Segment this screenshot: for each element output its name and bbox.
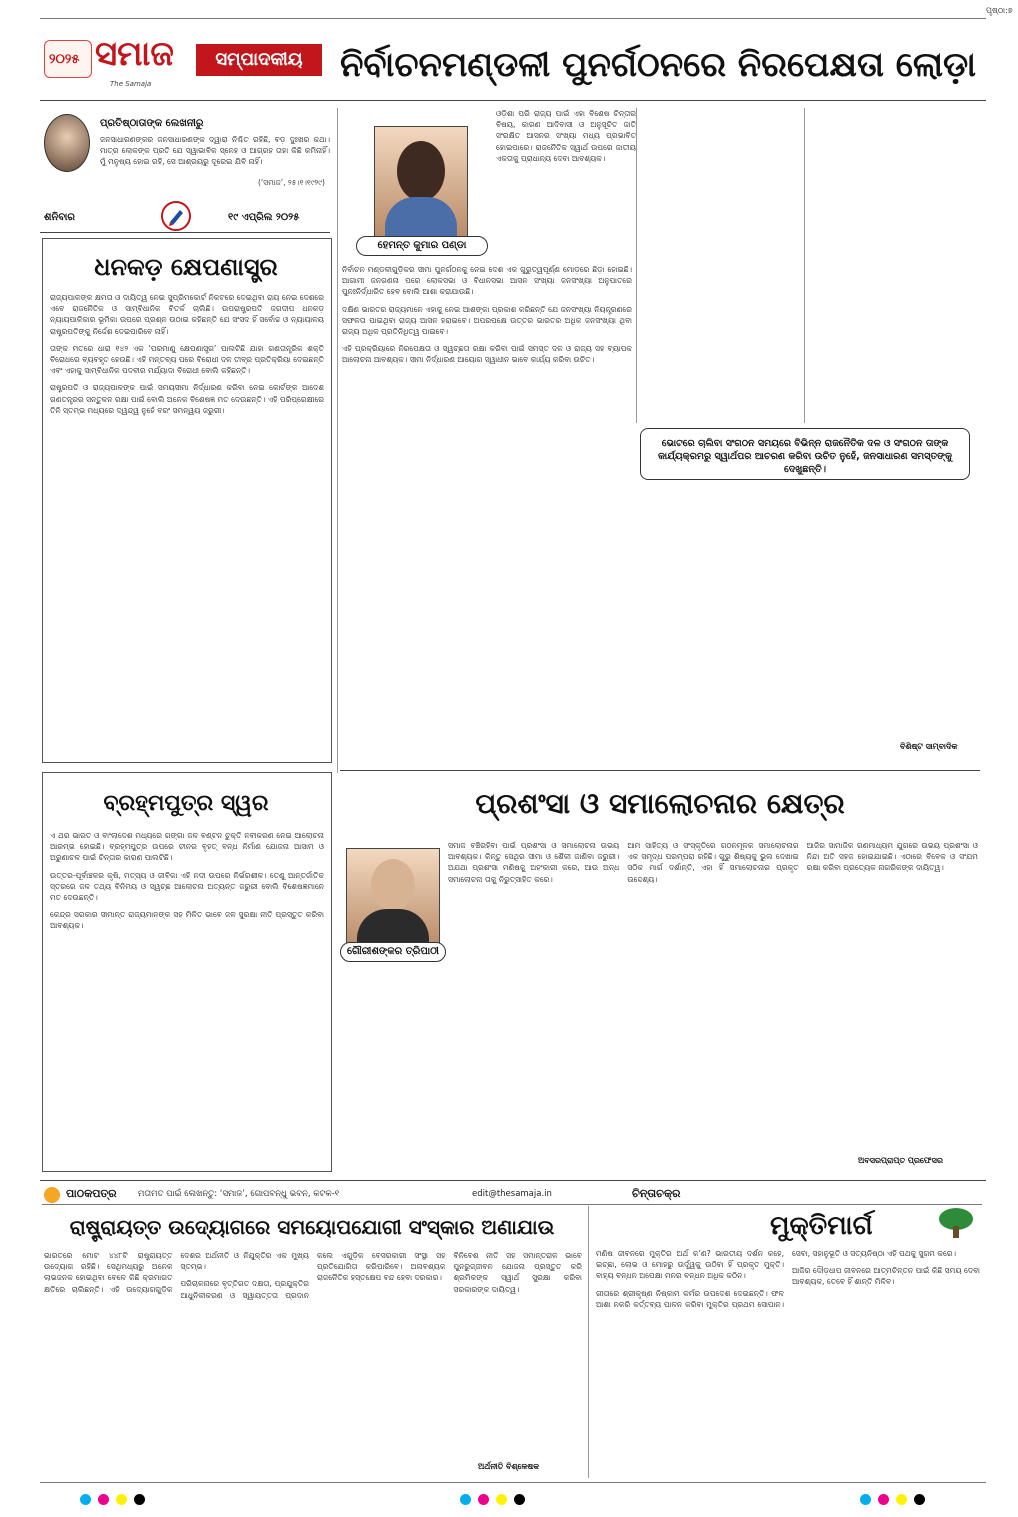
bottom-rule [40, 1482, 986, 1483]
registration-dot [514, 1494, 525, 1505]
story4-headline: ମୁକ୍ତିମାର୍ଗ [770, 1211, 873, 1241]
column-rule [588, 1206, 589, 1478]
logo-year: ୨୦୨୫ [49, 52, 80, 67]
author1-name: ହେମନ୍ତ କୁମାର ପଣ୍ଡା [356, 236, 488, 256]
footer-top-rule [40, 1180, 986, 1181]
author1-paragraph: ନିର୍ବାଚନ ମଣ୍ଡଳୀଗୁଡ଼ିକର ସୀମା ପୁନର୍ଗଠନକୁ ନେଇ ଦେଶ ଏକ ଗୁରୁତ୍ୱପୂର୍ଣ୍ଣ ମୋଡ଼ରେ ଛିଡ଼ା ହୋଇଛି। ଆଗାମୀ ଜନଗଣନା ପରେ ଲୋକସଭା ଓ ବିଧାନସଭା ଆସନ ସଂଖ୍ୟା ଜନସଂଖ୍ୟା ଅନୁପାତରେ ପୁନଃନିର୍ଦ୍ଧାରିତ ହେବ ବୋଲି ଆଶା କରାଯାଉଛି। [342, 265, 632, 297]
author2-signoff: ଅବସରପ୍ରାପ୍ତ ପ୍ରଫେସର [858, 1156, 943, 1165]
registration-dot [914, 1494, 925, 1505]
quote-text: ଜନସାଧାରଣଙ୍କର ଜନସାଧାରଣଙ୍କ ଦ୍ୱାରା ନିଶ୍ଚିତ ରହିଛି, ବଡ଼ ଦୁଃଖର କଥା। ମାତ୍ର ଲୋକଙ୍କ ପ୍ରତି ଯେ ସ୍ୱାଭାବିକ ସ୍ନେହ ଓ ଆଗ୍ରହ ତାହା କିଛି କମିନାହିଁ। ମୁଁ ମନୁଷ୍ୟ ହୋଇ ରହି, ସେ ଆଶ୍ରୟରୁ ଦୂରେଇ ଯିବି ନାହିଁ। [100, 135, 330, 167]
masthead-rule [40, 100, 986, 101]
story3-body [44, 1250, 582, 1470]
founder-portrait [44, 114, 88, 170]
story3-paragraph: ବିନିବେଶ ନୀତି ସହ ସମାନ୍ତରାଳ ଭାବେ ପୁନରୁଜ୍ଜୀବନ ଯୋଜନା ପ୍ରସ୍ତୁତ କରି ଶ୍ରମିକଙ୍କ ସ୍ୱାର୍ଥ ସୁରକ୍ଷା କରିବା ସରକାରଙ୍କ ଦାୟିତ୍ୱ। [453, 1251, 582, 1294]
author1-signoff: ବିଶିଷ୍ଟ ସାମ୍ବାଦିକ [900, 742, 958, 751]
letters-icon [44, 1187, 60, 1203]
registration-dot [98, 1494, 109, 1505]
author2-paragraph: ଆମ ସାହିତ୍ୟ ଓ ସଂସ୍କୃତିରେ ଗଠନମୂଳକ ସମାଲୋଚନାର ଏକ ସମୃଦ୍ଧ ପରମ୍ପରା ରହିଛି। ଗୁରୁ ଶିଷ୍ୟକୁ ଭୁଲ ଦେଖାଇ ସଠିକ ମାର୍ଗ ଦର୍ଶାନ୍ତି, ଏହା ହିଁ ସମାଲୋଚନାର ପ୍ରକୃତ ଉଦ୍ଦେଶ୍ୟ। [627, 841, 799, 884]
section-tag: ସମ୍ପାଦକୀୟ [196, 44, 322, 76]
registration-dot [80, 1494, 91, 1505]
brand-name: ସମାଜ [95, 34, 174, 74]
brand-sub: The Samaja [110, 80, 152, 88]
column2-paragraph: ଏ ଥର ଭାରତ ଓ ବାଂଲାଦେଶ ମଧ୍ୟରେ ଗଙ୍ଗା ଜଳ ବଣ୍ଟନ ଚୁକ୍ତି ନବୀକରଣ ନେଇ ଆଲୋଚନା ଆରମ୍ଭ ହୋଇଛି। ବ୍ରହ୍ମପୁତ୍ର ଉପରେ ଚୀନର ବୃହତ୍ ବନ୍ଧ ନିର୍ମାଣ ଯୋଜନା ଆସାମ ଓ ଅରୁଣାଚଳ ପାଇଁ ଚିନ୍ତାର କାରଣ ପାଲଟିଛି। [50, 831, 324, 863]
column2-body [50, 830, 324, 1164]
registration-dot [478, 1494, 489, 1505]
author2-name: ଗୌରୀଶଙ୍କର ତ୍ରିପାଠୀ [340, 942, 446, 962]
registration-dot [878, 1494, 889, 1505]
editorial-title: ଧନକଡ଼ କ୍ଷେପଣାସ୍ତ୍ର [94, 252, 278, 281]
author1-body-col2 [496, 108, 636, 428]
footer-text: ମତାମତ ପାଇଁ ଲେଖନ୍ତୁ: ‘ସମାଜ’, ଗୋପବନ୍ଧୁ ଭବନ, କଟକ-୧ [138, 1189, 340, 1199]
author1-paragraph: ଓଡ଼ିଶା ପରି ରାଜ୍ୟ ପାଇଁ ଏହା ବିଶେଷ ଚିନ୍ତାର ବିଷୟ, କାରଣ ଆଦିବାସୀ ଓ ଅନୁସୂଚିତ ଜାତି ସଂରକ୍ଷିତ ଆସନର ସଂଖ୍ୟା ମଧ୍ୟ ପ୍ରଭାବିତ ହୋଇପାରେ। ରାଜନୈତିକ ସ୍ୱାର୍ଥ ଉପରେ ଜାତୀୟ ଏକତାକୁ ପ୍ରାଧାନ୍ୟ ଦେବା ଆବଶ୍ୟକ। [496, 109, 636, 163]
story4-paragraph: ମଣିଷ ଜୀବନରେ ମୁକ୍ତିର ଅର୍ଥ କ’ଣ? ଭାରତୀୟ ଦର୍ଶନ କହେ, ଇଚ୍ଛା, ଲୋଭ ଓ ମୋହରୁ ଉର୍ଦ୍ଧ୍ୱକୁ ଉଠିବା ହିଁ ପ୍ରକୃତ ମୁକ୍ତି। ବାହ୍ୟ ବନ୍ଧନ ଅପେକ୍ଷା ମନର ବନ୍ଧନ ଅଧିକ କଠିନ। [596, 1249, 784, 1281]
footer-label: ପାଠକପତ୍ର [66, 1187, 117, 1200]
column-rule [804, 108, 805, 423]
editorial-paragraph: ରାଷ୍ଟ୍ରପତି ଓ ରାଜ୍ୟପାଳଙ୍କ ପାଇଁ ସମୟସୀମା ନିର୍ଦ୍ଧାରଣ କରିବା ନେଇ କୋର୍ଟଙ୍କ ଆଦେଶ ଗଣତନ୍ତ୍ରର ସନ୍ତୁଳନ ରକ୍ଷା ପାଇଁ ବୋଲି ଅନେକ ବିଶେଷଜ୍ଞ ମତ ଦେଉଛନ୍ତି। ଏହି ପରିପ୍ରେକ୍ଷୀରେ ତିନି ସ୍ତମ୍ଭ ମଧ୍ୟରେ ଦ୍ୱନ୍ଦ୍ୱ ନୁହେଁ ବରଂ ସମନ୍ୱୟ ଜରୁରୀ। [50, 383, 324, 415]
column2-paragraph: କେନ୍ଦ୍ର ସରକାର ସୀମାନ୍ତ ରାଜ୍ୟମାନଙ୍କ ସହ ମିଳିତ ଭାବେ ଜଳ ସୁରକ୍ଷା ନୀତି ପ୍ରସ୍ତୁତ କରିବା ଆବଶ୍ୟକ। [50, 910, 324, 931]
author2-paragraph: ସମାଜ ବଞ୍ଚିରହିବା ପାଇଁ ପ୍ରଶଂସା ଓ ସମାଲୋଚନା ଉଭୟ ଆବଶ୍ୟକ। କିନ୍ତୁ ସେଥିର ସୀମା ଓ ଶୈଳୀ ଜାଣିବା ଜରୁରୀ। ଅଯଥା ପ୍ରଶଂସା ମଣିଷକୁ ଅହଂକାରୀ କରେ, ଆଉ ଅନ୍ଧ ସମାଲୋଚନା ତାକୁ ନିରୁତ୍ସାହିତ କରେ। [448, 841, 620, 884]
pull-quote: ଭୋଟରେ ଚାଲିବା ସଂଗଠନ ସମୟରେ ବିଭିନ୍ନ ରାଜନୈତିକ ଦଳ ଓ ସଂଗଠନ ତାଙ୍କ କାର୍ଯ୍ୟକ୍ରମରୁ ସ୍ୱାର୍ଥପର ଆଚରଣ କରିବା ଉଚିତ ନୁହେଁ, ଜନସାଧାରଣ ସମସ୍ତଙ୍କୁ ଦେଖୁଛନ୍ତି। [640, 428, 970, 480]
column2-paragraph: ଉତ୍ତର-ପୂର୍ବାଞ୍ଚଳର କୃଷି, ମତ୍ସ୍ୟ ଓ ଜୀବିକା ଏହି ନଦୀ ଉପରେ ନିର୍ଭରଶୀଳ। ତେଣୁ ଆନ୍ତର୍ଜାତିକ ସ୍ତରରେ ଜଳ ତଥ୍ୟ ବିନିମୟ ଓ ସ୍ୱଚ୍ଛ ଆଲୋଚନା ଅତ୍ୟନ୍ତ ଜରୁରୀ ବୋଲି ବିଶେଷଜ୍ଞମାନେ ମତ ଦେଉଛନ୍ତି। [50, 870, 324, 903]
column-rule [337, 108, 338, 773]
author1-photo [374, 126, 468, 238]
footer-email[interactable]: edit@thesamaja.in [472, 1189, 552, 1199]
quote-heading: ପ୍ରତିଷ୍ଠାତାଙ୍କ ଲେଖନୀରୁ [100, 118, 204, 129]
tree-icon [936, 1206, 976, 1240]
pen-icon [160, 200, 192, 232]
registration-dot [134, 1494, 145, 1505]
editorial-paragraph: ରାଜ୍ୟପାଳଙ୍କ କ୍ଷମତା ଓ ଦାୟିତ୍ୱ ନେଇ ସୁପ୍ରିମକୋର୍ଟ ନିକଟରେ ଦେଇଥିବା ରାୟ ନେଇ ଦେଶରେ ଏବେ ରାଜନୈତିକ ଓ ସାମ୍ବିଧାନିକ ବିତର୍କ ଚାଲିଛି। ଉପରାଷ୍ଟ୍ରପତି ଜଗଦୀପ ଧନକଡ଼ ନ୍ୟାୟପାଳିକାର ଭୂମିକା ଉପରେ ପ୍ରଶ୍ନ ଉଠାଇ କହିଛନ୍ତି ଯେ ସଂସଦ ହିଁ ସର୍ବୋଚ୍ଚ ଓ ନ୍ୟାୟାଳୟ ରାଷ୍ଟ୍ରପତିଙ୍କୁ ନିର୍ଦ୍ଦେଶ ଦେଇପାରିବେ ନାହିଁ। [50, 293, 324, 336]
author1-paragraph: ଦକ୍ଷିଣ ଭାରତର ରାଜ୍ୟମାନେ ଏହାକୁ ନେଇ ଆଶଙ୍କା ପ୍ରକାଶ କରିଛନ୍ତି ଯେ ଜନସଂଖ୍ୟା ନିୟନ୍ତ୍ରଣରେ ସଫଳତା ପାଇଥିବା ରାଜ୍ୟ ଆସନ ହରାଇବେ। ଅପରପକ୍ଷେ ଉତ୍ତର ଭାରତର ଅଧିକ ଜନସଂଖ୍ୟା ଥିବା ରାଜ୍ୟ ଅଧିକ ପ୍ରତିନିଧିତ୍ୱ ପାଇବେ। [342, 304, 632, 337]
registration-dot [896, 1494, 907, 1505]
author1-paragraph: ଏହି ପ୍ରକ୍ରିୟାରେ ନିରପେକ୍ଷତା ଓ ସ୍ୱଚ୍ଛତା ରକ୍ଷା କରିବା ପାଇଁ ସମସ୍ତ ଦଳ ଓ ରାଜ୍ୟ ସହ ବ୍ୟାପକ ଆଲୋଚନା ଆବଶ୍ୟକ। ସୀମା ନିର୍ଦ୍ଧାରଣ ଆୟୋଗ ସ୍ୱାଧୀନ ଭାବେ କାର୍ଯ୍ୟ କରିବା ଉଚିତ। [342, 344, 632, 365]
main-headline: ନିର୍ବାଚନମଣ୍ଡଳୀ ପୁନର୍ଗଠନରେ ନିରପେକ୍ଷତା ଲୋଡ଼ା [340, 45, 976, 85]
story3-signoff: ଅର୍ଥନୀତି ବିଶ୍ଳେଷକ [478, 1462, 540, 1471]
story4-body [596, 1248, 980, 1470]
story3-paragraph: ଭାରତରେ ମୋଟ ୪୪୮ଟି ରାଷ୍ଟ୍ରାୟତ୍ତ ଉଦ୍ୟୋଗ ରହିଛି। ସେଥିମଧ୍ୟରୁ ଅନେକ ଲାଭଜନକ ହୋଇଥିବା ବେଳେ କିଛି କ୍ରମାଗତ କ୍ଷତିରେ ଚାଲିଛନ୍ତି। ଏହି ଉଦ୍ୟୋଗଗୁଡ଼ିକ ଦେଶର ଅର୍ଥନୀତି ଓ ନିଯୁକ୍ତିର ଏକ ମୁଖ୍ୟ ସ୍ତମ୍ଭ। [44, 1251, 309, 1294]
story4-paragraph: ଗୀତାରେ ଶ୍ରୀକୃଷ୍ଣ ନିଷ୍କାମ କର୍ମର ଉପଦେଶ ଦେଇଛନ୍ତି। ଫଳ ଆଶା ନକରି କର୍ତ୍ତବ୍ୟ ପାଳନ କରିବା ମୁକ୍ତିର ପ୍ରଥମ ସୋପାନ। ସେବା, ସହାନୁଭୂତି ଓ ସତ୍ୟନିଷ୍ଠା ଏହି ପଥକୁ ସୁଗମ କରେ। [596, 1249, 956, 1309]
date-rule [40, 232, 330, 233]
story3-paragraph: ପରିଚାଳନାରେ ବୃତ୍ତିଗତ ଦକ୍ଷତା, ପ୍ରଯୁକ୍ତିର ଆଧୁନିକୀକରଣ ଓ ସ୍ୱାୟତ୍ତତା ପ୍ରଦାନ କଲେ ଏଗୁଡ଼ିକ ବେସରକାରୀ ସଂସ୍ଥା ସହ ପ୍ରତିଯୋଗିତା କରିପାରିବେ। ଅନାବଶ୍ୟକ ରାଜନୈତିକ ହସ୍ତକ୍ଷେପ ବନ୍ଦ ହେବା ଦରକାର। [180, 1251, 446, 1300]
issue-date: ୧୯ ଏପ୍ରିଲ ୨୦୨୫ [228, 212, 300, 223]
column-rule [636, 108, 637, 423]
registration-dot [496, 1494, 507, 1505]
top-rule [40, 18, 986, 19]
author2-paragraph: ଆଜିର ସାମାଜିକ ଗଣମାଧ୍ୟମ ଯୁଗରେ ଉଭୟ ପ୍ରଶଂସା ଓ ନିନ୍ଦା ଅତି ସହଜ ହୋଇଯାଇଛି। ଏଠାରେ ବିବେକ ଓ ସଂଯମ ରକ୍ଷା କରିବା ପ୍ରତ୍ୟେକ ନାଗରିକଙ୍କ ଦାୟିତ୍ୱ। [806, 841, 978, 873]
footer-bar [42, 1186, 982, 1205]
registration-dot [460, 1494, 471, 1505]
page-number: ପୃଷ୍ଠା:୭ [986, 6, 1013, 15]
author2-photo [346, 848, 440, 948]
editorial-paragraph: ତାଙ୍କ ମତରେ ଧାରା ୧୪୨ ଏକ ‘ପରମାଣୁ କ୍ଷେପଣାସ୍ତ୍ର’ ପାଲଟିଛି ଯାହା ଗଣତାନ୍ତ୍ରିକ ଶକ୍ତି ବିରୋଧରେ ବ୍ୟବହୃତ ହେଉଛି। ଏହି ମନ୍ତବ୍ୟ ପରେ ବିରୋଧୀ ଦଳ ତୀବ୍ର ପ୍ରତିକ୍ରିୟା ଦେଇଛନ୍ତି ଏବଂ ଏହାକୁ ସାମ୍ବିଧାନିକ ପଦବୀର ମର୍ଯ୍ୟାଦା ବିରୋଧୀ ବୋଲି କହିଛନ୍ତି। [50, 343, 324, 376]
quote-source: (‘ସମାଜ’, ୨୫।୧।୧୯୨୯) [258, 178, 325, 187]
author2-body [448, 840, 978, 1162]
section-rule [340, 770, 980, 771]
author2-headline: ପ୍ରଶଂସା ଓ ସମାଲୋଚନାର କ୍ଷେତ୍ର [475, 787, 845, 820]
registration-dot [860, 1494, 871, 1505]
brand-logo [44, 40, 92, 80]
editorial-body [50, 292, 324, 754]
registration-dot [116, 1494, 127, 1505]
story3-headline: ରାଷ୍ଟ୍ରାୟତ୍ତ ଉଦ୍ୟୋଗରେ ସମୟୋପଯୋଗୀ ସଂସ୍କାର ଅଣାଯାଉ [69, 1215, 555, 1239]
footer-right-label: ଚିନ୍ତାଚକ୍ର [632, 1187, 681, 1200]
story4-paragraph: ଆଜିର ଦୌଡ଼ଧାପ ଜୀବନରେ ଆତ୍ମଚିନ୍ତନ ପାଇଁ କିଛି ସମୟ ଦେବା ଆବଶ୍ୟକ, ତେବେ ହିଁ ଶାନ୍ତି ମିଳିବ। [792, 1266, 980, 1287]
issue-day: ଶନିବାର [44, 212, 76, 223]
column2-title: ବ୍ରହ୍ମପୁତ୍ର ସ୍ୱର [103, 790, 269, 816]
